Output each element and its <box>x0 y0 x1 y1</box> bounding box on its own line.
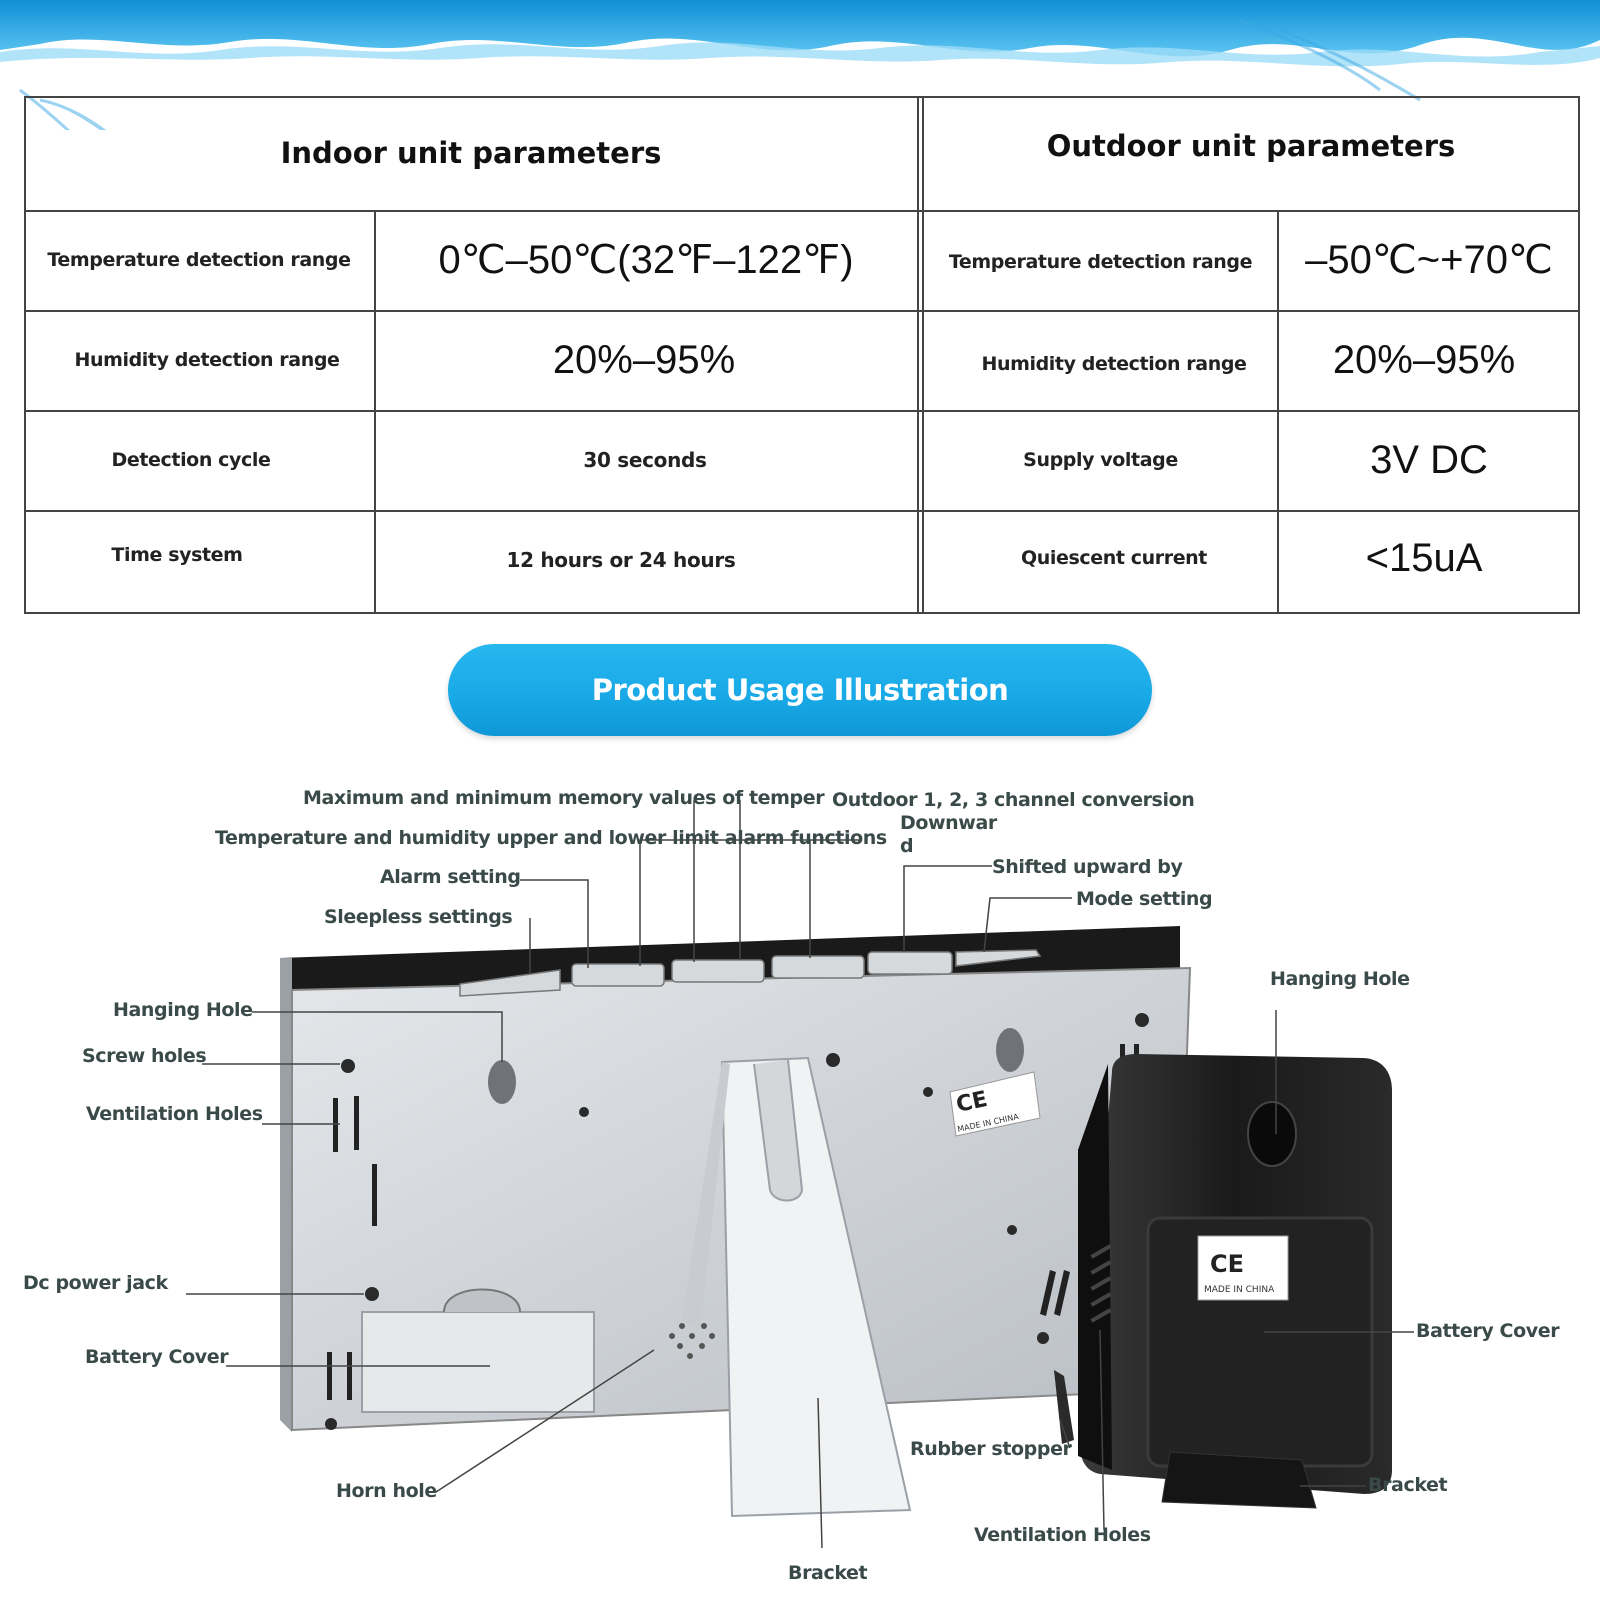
outdoor-humidity-range-label: Humidity detection range <box>981 353 1247 375</box>
indoor-temp-range-label: Temperature detection range <box>47 249 351 271</box>
indoor-time-system-label: Time system <box>111 544 243 566</box>
callout-indoor-ventilation: Ventilation Holes <box>86 1103 263 1125</box>
outdoor-ce-mark: CE <box>1210 1250 1245 1278</box>
callout-horn-hole: Horn hole <box>336 1480 437 1502</box>
callout-max-min-memory: Maximum and minimum memory values of temper <box>303 787 825 809</box>
outdoor-temp-range-value: –50℃~+70℃ <box>1305 238 1553 282</box>
outdoor-parameters-header: Outdoor unit parameters <box>1046 129 1456 163</box>
callout-downward-2: d <box>900 835 914 857</box>
banner-title: Product Usage Illustration <box>591 673 1009 707</box>
callout-sleepless-settings: Sleepless settings <box>324 906 513 928</box>
indoor-detection-cycle-value: 30 seconds <box>583 448 707 472</box>
indoor-humidity-range-value: 20%–95% <box>552 337 736 382</box>
callout-shifted-upward: Shifted upward by <box>992 856 1183 878</box>
indoor-unit <box>280 926 1190 1516</box>
indoor-humidity-range-label: Humidity detection range <box>74 349 340 371</box>
callout-dc-power-jack: Dc power jack <box>23 1272 168 1294</box>
product-illustration <box>0 760 1600 1600</box>
indoor-parameters-header: Indoor unit parameters <box>280 136 662 170</box>
indoor-time-system-value: 12 hours or 24 hours <box>506 548 736 572</box>
callout-outdoor-hanging-hole: Hanging Hole <box>1270 968 1410 990</box>
callout-alarm-limits: Temperature and humidity upper and lower limit alarm functions <box>215 827 887 849</box>
callout-downward-1: Downwar <box>900 812 997 834</box>
outdoor-temp-range-label: Temperature detection range <box>948 251 1253 273</box>
parameters-table <box>24 96 1580 614</box>
outdoor-made-in-text: MADE IN CHINA <box>1204 1285 1275 1295</box>
callout-outdoor-ventilation: Ventilation Holes <box>974 1524 1151 1546</box>
outdoor-hanging-hole <box>1248 1102 1296 1166</box>
outdoor-quiescent-current-value: <15uA <box>1365 535 1483 580</box>
indoor-made-in-text: MADE IN CHINA <box>956 1112 1020 1134</box>
outdoor-supply-voltage-value: 3V DC <box>1370 437 1488 482</box>
callout-indoor-hanging-hole: Hanging Hole <box>113 999 253 1021</box>
indoor-ce-mark: CE <box>954 1086 990 1118</box>
outdoor-quiescent-current-label: Quiescent current <box>1021 547 1207 569</box>
callout-mode-setting: Mode setting <box>1076 888 1213 910</box>
product-usage-banner <box>448 644 1152 736</box>
outdoor-supply-voltage-label: Supply voltage <box>1023 449 1178 471</box>
callout-alarm-setting: Alarm setting <box>380 866 521 888</box>
callout-screw-holes: Screw holes <box>82 1045 207 1067</box>
callout-indoor-battery-cover: Battery Cover <box>85 1346 229 1368</box>
indoor-temp-range-value: 0℃–50℃(32℉–122℉) <box>438 238 854 282</box>
callout-indoor-bracket: Bracket <box>788 1562 868 1584</box>
outdoor-humidity-range-value: 20%–95% <box>1332 337 1516 382</box>
callout-channel-conversion: Outdoor 1, 2, 3 channel conversion <box>832 789 1195 811</box>
outdoor-unit <box>1054 1054 1392 1508</box>
indoor-detection-cycle-label: Detection cycle <box>111 449 271 471</box>
indoor-battery-cover <box>362 1312 594 1412</box>
callout-outdoor-bracket: Bracket <box>1368 1474 1448 1496</box>
callout-outdoor-battery-cover: Battery Cover <box>1416 1320 1560 1342</box>
outdoor-bracket <box>1162 1452 1316 1508</box>
outdoor-ce-label <box>1198 1236 1288 1300</box>
callout-rubber-stopper: Rubber stopper <box>910 1438 1072 1460</box>
